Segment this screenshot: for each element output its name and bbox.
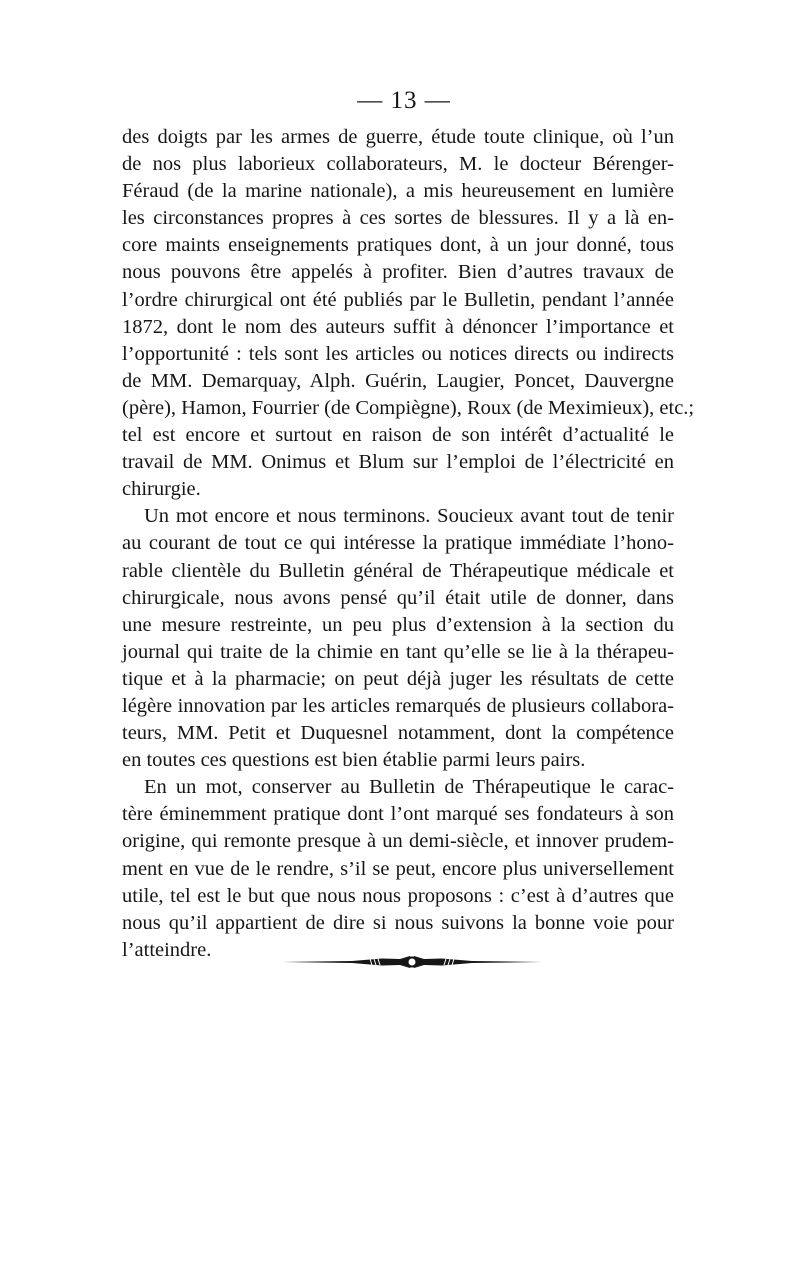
text-line: chirurgicale, nous avons pensé qu’il était utile de donner, dans — [122, 586, 674, 609]
text-line: de MM. Demarquay, Alph. Guérin, Laugier, Poncet, Dauvergne — [122, 369, 674, 392]
text-line: nous qu’il appartient de dire si nous suivons la bonne voie pour — [122, 911, 674, 934]
text-line: Féraud (de la marine nationale), a mis heureusement en lumière — [122, 180, 674, 203]
text-line: une mesure restreinte, un peu plus d’extension à la section du — [122, 613, 674, 636]
text-line: travail de MM. Onimus et Blum sur l’emploi de l’électricité en — [122, 451, 674, 474]
text-line: core maints enseignements pratiques dont, à un jour donné, tous — [122, 234, 674, 257]
decorative-rule-icon — [282, 950, 542, 974]
text-line: nous pouvons être appelés à profiter. Bien d’autres travaux de — [122, 261, 674, 284]
text-line: l’opportunité : tels sont les articles ou notices directs ou indirects — [122, 342, 674, 365]
text-line: utile, tel est le but que nous nous proposons : c’est à d’autres que — [122, 884, 674, 907]
text-line: teurs, MM. Petit et Duquesnel notamment, dont la compétence — [122, 722, 674, 745]
text-line: ment en vue de le rendre, s’il se peut, encore plus universellement — [122, 857, 674, 880]
text-line: tique et à la pharmacie; on peut déjà juger les résultats de cette — [122, 667, 674, 690]
text-line: origine, qui remonte presque à un demi-siècle, et innover prudem- — [122, 830, 674, 853]
text-line: En un mot, conserver au Bulletin de Thérapeutique le carac- — [144, 776, 674, 799]
text-line: 1872, dont le nom des auteurs suffit à dénoncer l’importance et — [122, 315, 674, 338]
paragraph-3 — [122, 774, 674, 964]
text-line: de nos plus laborieux collaborateurs, M. le docteur Bérenger- — [122, 153, 674, 176]
text-line: en toutes ces questions est bien établie parmi leurs pairs. — [122, 749, 586, 772]
text-line: légère innovation par les articles remarqués de plusieurs collabora- — [122, 694, 674, 717]
text-line: journal qui traite de la chimie en tant qu’elle se lie à la thérapeu- — [122, 640, 674, 663]
text-line: des doigts par les armes de guerre, étude toute clinique, où l’un — [122, 126, 674, 148]
text-line: au courant de tout ce qui intéresse la pratique immédiate l’hono- — [122, 532, 674, 555]
text-line: (père), Hamon, Fourrier (de Compiègne), Roux (de Meximieux), etc.; — [122, 396, 695, 419]
text-line: l’ordre chirurgical ont été publiés par le Bulletin, pendant l’année — [122, 288, 674, 311]
text-line: chirurgie. — [122, 478, 201, 501]
text-line: rable clientèle du Bulletin général de Thérapeutique médicale et — [122, 559, 674, 582]
text-line: Un mot encore et nous terminons. Soucieux avant tout de tenir — [144, 505, 674, 528]
body-text — [122, 124, 695, 964]
text-line: l’atteindre. — [122, 938, 212, 961]
paragraph-1 — [122, 124, 695, 503]
paragraph-2 — [122, 503, 674, 774]
text-line: les circonstances propres à ces sortes de blessures. Il y a là en- — [122, 207, 674, 230]
text-line: tel est encore et surtout en raison de son intérêt d’actualité le — [122, 424, 674, 447]
text-line: tère éminemment pratique dont l’ont marqué ses fondateurs à son — [122, 803, 674, 826]
page-number: — 13 — — [357, 87, 451, 114]
